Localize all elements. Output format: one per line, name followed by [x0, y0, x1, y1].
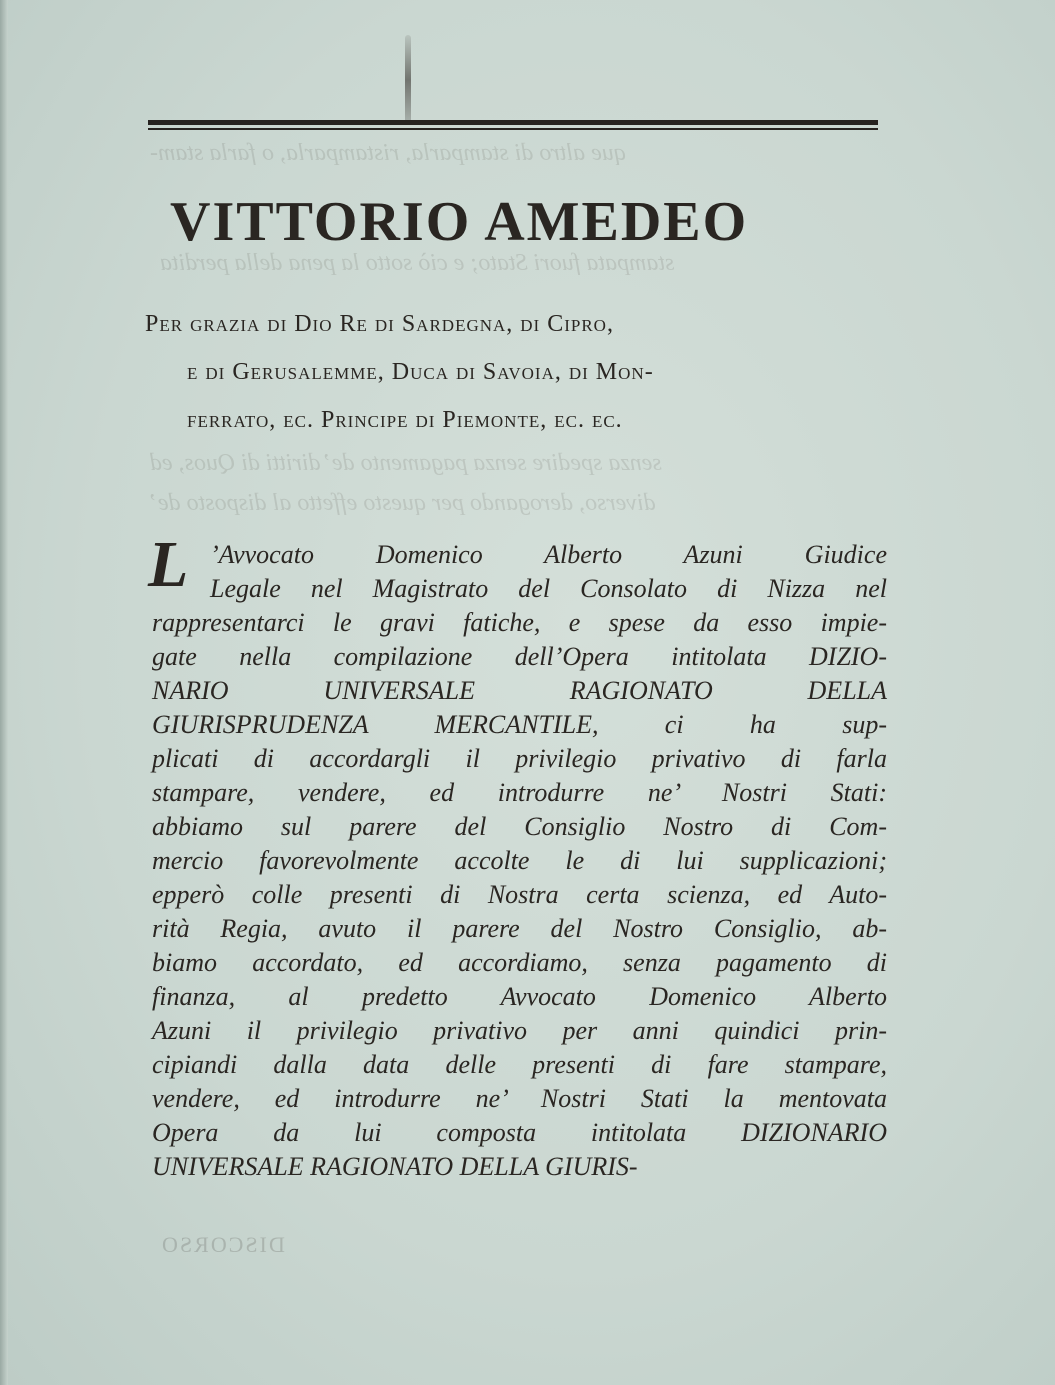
page-title: VITTORIO AMEDEO [170, 191, 749, 253]
body-line: stampare, vendere, ed introdurre ne’ Nostri Stati: [152, 778, 887, 807]
body-line: biamo accordato, ed accordiamo, senza pagamento di [152, 948, 887, 977]
ink-mark [405, 35, 411, 125]
bleed-through-catchword: DISCORSO [160, 1232, 285, 1257]
bleed-through-text: senza spedire senza pagamento de’ diritti di Quos, ed [150, 450, 662, 476]
body-line: ’Avvocato Domenico Alberto Azuni Giudice [210, 540, 887, 569]
body-line: UNIVERSALE RAGIONATO DELLA GIURIS- [152, 1152, 638, 1181]
body-line: mercio favorevolmente accolte le di lui supplicazioni; [152, 846, 887, 875]
body-line: cipiandi dalla data delle presenti di fare stampare, [152, 1050, 887, 1079]
bleed-through-text: que altro di stamparla, ristamparla, o farla stam- [150, 140, 626, 166]
bleed-through-text: stampata fuori Stato; e ciò sotto la pena della perdita [160, 250, 675, 276]
royal-titles-line: ferrato, ec. Principe di Piemonte, ec. ec. [187, 407, 623, 433]
top-rule [148, 120, 878, 125]
body-paragraph [152, 538, 887, 1184]
top-rule-thin [148, 128, 878, 130]
bleed-through-text: diverso, derogando per questo effetto al disposto de’ [150, 490, 656, 516]
body-line: NARIO UNIVERSALE RAGIONATO DELLA [152, 676, 887, 705]
body-line: Opera da lui composta intitolata DIZIONARIO [152, 1118, 887, 1147]
page-edge [0, 0, 8, 1385]
royal-titles-line: e di Gerusalemme, Duca di Savoia, di Mon- [187, 359, 654, 385]
body-line: rità Regia, avuto il parere del Nostro Consiglio, ab- [152, 914, 887, 943]
body-line: finanza, al predetto Avvocato Domenico Alberto [152, 982, 887, 1011]
body-line: abbiamo sul parere del Consiglio Nostro di Com- [152, 812, 887, 841]
royal-titles [145, 300, 885, 444]
body-line: GIURISPRUDENZA MERCANTILE, ci ha sup- [152, 710, 887, 739]
body-line: epperò colle presenti di Nostra certa scienza, ed Auto- [152, 880, 887, 909]
body-line: plicati di accordargli il privilegio privativo di farla [152, 744, 887, 773]
body-line: Legale nel Magistrato del Consolato di Nizza nel [210, 574, 887, 603]
royal-titles-line: Per grazia di Dio Re di Sardegna, di Cipro, [145, 311, 614, 337]
body-line: Azuni il privilegio privativo per anni quindici prin- [152, 1016, 887, 1045]
body-line: vendere, ed introdurre ne’ Nostri Stati la mentovata [152, 1084, 887, 1113]
body-line: rappresentarci le gravi fatiche, e spese da esso impie- [152, 608, 887, 637]
drop-cap: L [148, 528, 189, 601]
body-line: gate nella compilazione dell’Opera intitolata DIZIO- [152, 642, 887, 671]
